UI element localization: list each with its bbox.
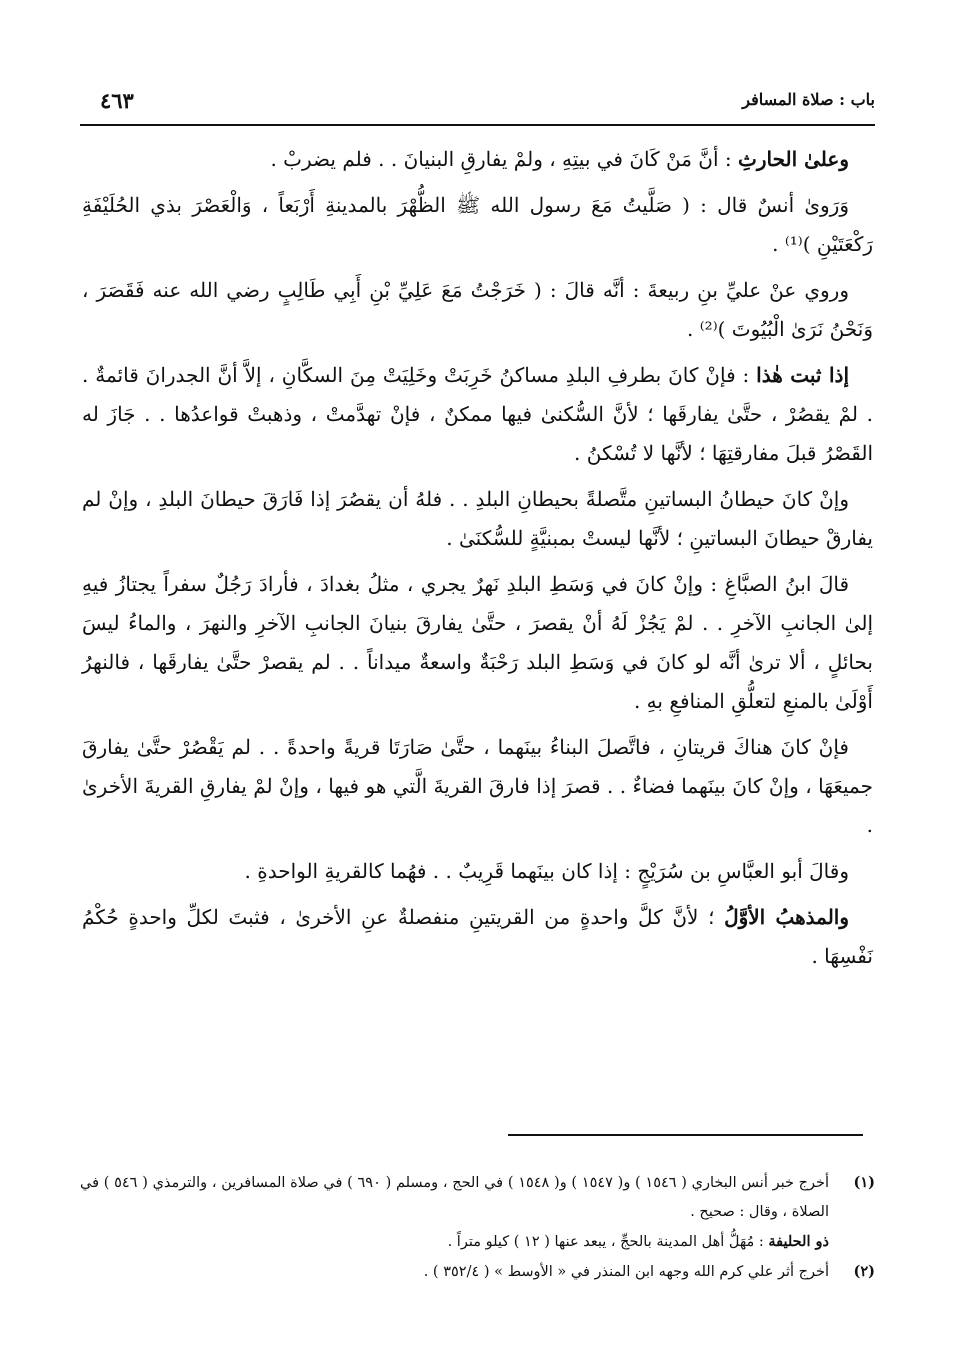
paragraph-text: قالَ ابنُ الصبَّاغِ : وإنْ كانَ في وَسَطِ البلدِ نَهرٌ يجري ، مثلُ بغدادَ ، فأرادَ رَجُلٌ سفراً يجتازُ فيهِ إلىٰ الجانبِ الآخرِ . . لمْ يَجُزْ لَهُ أنْ يقصرَ ، حتَّىٰ يفارقَ بنيانَ الجانبِ الآخرِ والنهرَ ، والماءُ ليسَ بحائلٍ ، ألا ترىٰ أنَّه لو كانَ في وَسَطِ البلد رَحْبَةٌ واسعةٌ ميداناً . . لم يقصرْ حتَّىٰ يفارقَها ، فالنهرُ أَوْلَىٰ بالمنعِ لتعلُّقِ المنافعِ بهِ . <box>82 572 873 713</box>
paragraph-lead: إذا ثبت هٰذا <box>756 363 849 387</box>
paragraph-lead: وعلىٰ الحارثِ <box>738 147 849 171</box>
paragraph-text: : أنَّ مَنْ كَانَ في بيتِهِ ، ولمْ يفارقِ البنيانَ . . فلم يضربْ . <box>270 147 738 171</box>
footnote-number: (٢) <box>853 1263 875 1280</box>
footnote-line <box>80 1168 829 1227</box>
paragraph-text: وقالَ أبو العبَّاسِ بن سُرَيْجٍ : إذا كان بينَهما قَرِيبٌ . . فهُما كالقريةِ الواحدةِ . <box>244 859 849 883</box>
footnote-text: أخرج أثر علي كرم الله وجهه ابن المنذر في « الأوسط » ( ٣٥٢/٤ ) . <box>423 1264 829 1280</box>
paragraph-text: ؛ لأنَّ كلَّ واحدةٍ من القريتينِ منفصلةٌ عنِ الأخرىٰ ، فثبتَ لكلِّ واحدةٍ حُكْمُ نَفْسِهَا . <box>82 905 873 968</box>
paragraph-text: وروي عنْ عليِّ بنِ ربيعةَ : أنَّه قالَ : ( خَرَجْتُ مَعَ عَلِيِّ بْنِ أَبِي طَالِبٍ رضي الله عنه فَقَصَرَ ، وَنَحْنُ نَرَىٰ الْبُيُوتَ )⁽²⁾ . <box>82 278 873 341</box>
page-number: ٤٦٣ <box>100 88 134 113</box>
paragraph <box>82 728 873 845</box>
paragraph <box>82 565 873 721</box>
footnote-text: : مُهَلُّ أهل المدينة بالحجِّ ، يبعد عنها ( ١٢ ) كيلو متراً . <box>447 1234 769 1250</box>
footnote-separator <box>508 1134 863 1136</box>
paragraph <box>82 356 873 473</box>
footnote <box>80 1257 875 1287</box>
paragraph <box>82 186 873 264</box>
chapter-title: باب : صلاة المسافر <box>742 90 875 109</box>
paragraph-text: وَرَوىٰ أنسٌ قال : ( صَلَّيتُ مَعَ رسول الله ﷺ الظُّهْرَ بالمدينةِ أَرْبَعاً ، وَالْعَصْرَ بذي الحُلَيْفَةِ رَكْعَتَيْنِ )⁽¹⁾ . <box>82 193 873 256</box>
paragraph <box>82 898 873 976</box>
footnotes <box>80 1168 875 1287</box>
footnote-line <box>80 1227 829 1257</box>
paragraph <box>82 271 873 349</box>
main-text <box>82 140 873 983</box>
paragraph-text: فإنْ كانَ هناكَ قريتانِ ، فاتَّصلَ البناءُ بينَهما ، حتَّىٰ صَارَتَا قريةً واحدةً . . لم يَقْصُرْ حتَّىٰ يفارقَ جميعَهَا ، وإنْ كانَ بينَهما فضاءٌ . . قصرَ إذا فارقَ القريةَ الَّتي هو فيها ، وإنْ لمْ يفارقِ القريةَ الأخرىٰ . <box>82 735 873 837</box>
paragraph-lead: والمذهبُ الأوَّلُ <box>724 905 850 929</box>
paragraph <box>82 140 873 179</box>
paragraph-text: وإنْ كانَ حيطانُ البساتينِ متَّصلةً بحيطانِ البلدِ . . فلهُ أن يقصُرَ إذا فَارَقَ حيطانَ البلدِ ، وإنْ لم يفارقْ حيطانَ البساتينِ ؛ لأنَّها ليستْ بمبنيَّةٍ للسُّكنَىٰ . <box>82 487 873 550</box>
footnote <box>80 1168 875 1257</box>
footnote-line <box>80 1257 829 1287</box>
footnote-lead: ذو الحليفة <box>768 1233 829 1250</box>
paragraph <box>82 480 873 558</box>
footnote-text: أخرج خبر أنس البخاري ( ١٥٤٦ ) و( ١٥٤٧ ) و( ١٥٤٨ ) في الحج ، ومسلم ( ٦٩٠ ) في صلاة المسافرين ، والترمذي ( ٥٤٦ ) في الصلاة ، وقال : صحيح . <box>80 1175 829 1220</box>
paragraph-text: : فإنْ كانَ بطرفِ البلدِ مساكنُ خَرِبَتْ وخَلِيَتْ مِنَ السكَّانِ ، إلاَّ أنَّ الجدرانَ قائمةٌ . . لمْ يقصُرْ ، حتَّىٰ يفارقَها ؛ لأنَّ السُّكنىٰ فيها ممكنٌ ، فإنْ تهدَّمتْ ، وذهبتْ قواعدُها . . جَازَ له القَصْرُ قبلَ مفارقتِهَا ؛ لأنَّها لا تُسْكنُ . <box>82 363 873 465</box>
running-header <box>80 88 875 126</box>
footnote-number: (١) <box>853 1174 875 1191</box>
paragraph <box>82 852 873 891</box>
